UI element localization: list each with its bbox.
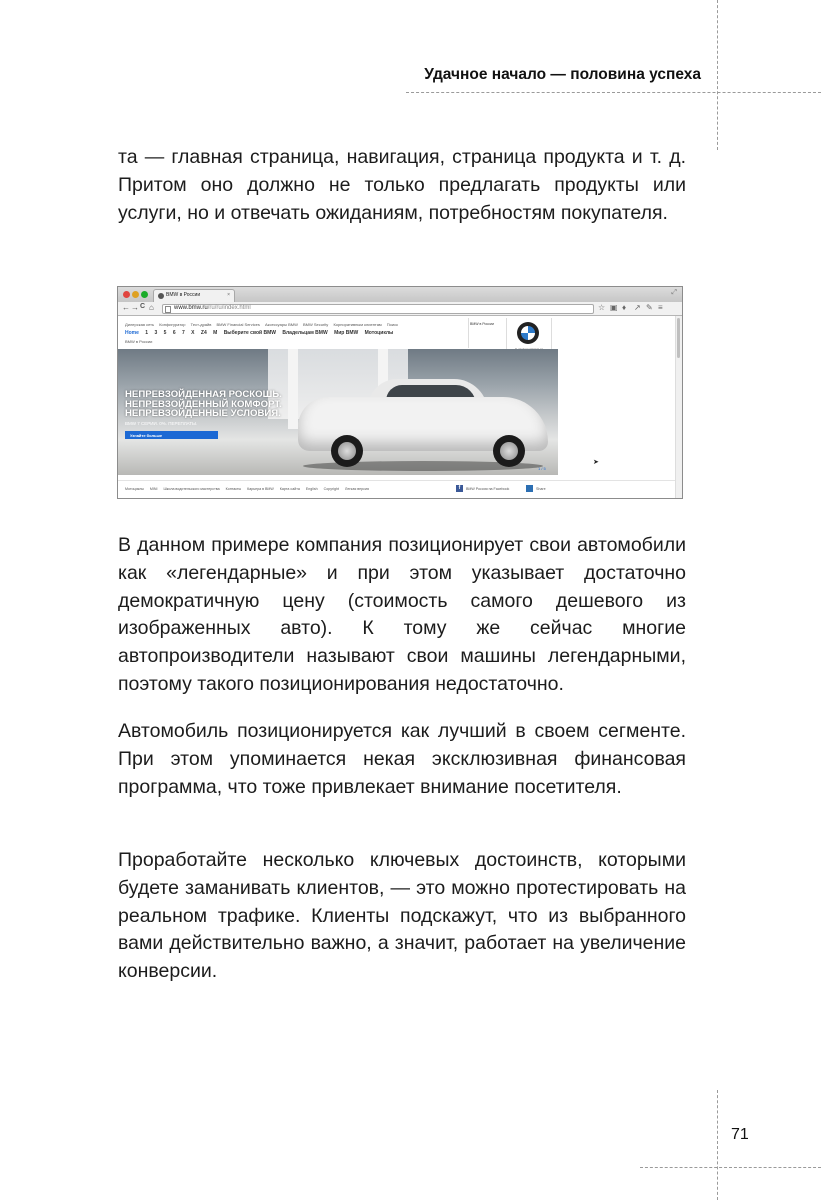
share-link: Share <box>536 487 546 491</box>
page-number: 71 <box>731 1126 749 1143</box>
tab-title: BMW в России <box>166 292 201 298</box>
top-link: Тест-драйв <box>190 322 212 327</box>
home-icon: ⌂ <box>149 303 154 312</box>
footer-link: Карьера в BMW <box>247 487 274 491</box>
site-breadcrumb: BMW в России <box>125 339 153 344</box>
extension-icon: ▣ <box>610 303 618 312</box>
back-icon: ← <box>122 303 130 312</box>
site-main-nav <box>125 330 398 336</box>
paragraph-1: та — главная страница, навигация, страница продукта и т. д. Притом оно должно не только предлагать продукты или услуги, но и отвечать ожиданиям, потребностям покупателя. <box>118 146 686 224</box>
footer-links <box>125 487 374 491</box>
minimize-window-icon <box>132 291 139 298</box>
running-header: Удачное начало — половина успеха <box>424 66 701 83</box>
bmw-website-screenshot <box>117 286 683 499</box>
fullscreen-icon: ⤢ <box>671 289 677 296</box>
footer-link: Мотоциклы <box>125 487 144 491</box>
nav-series: M <box>213 330 218 336</box>
browser-toolbar <box>118 302 682 316</box>
zoom-window-icon <box>141 291 148 298</box>
hero-banner <box>118 349 558 475</box>
favicon-icon <box>158 293 164 299</box>
nav-motorcycles: Мотоциклы <box>364 330 394 336</box>
footer-link: English <box>305 487 318 491</box>
top-link: BMW Security <box>302 322 329 327</box>
mouse-cursor-icon: ➤ <box>593 459 599 466</box>
site-top-links <box>125 322 402 327</box>
nav-series: Z4 <box>200 330 207 336</box>
paragraph-4: Проработайте несколько ключевых достоинств, которыми будете заманивать клиентов, — это можно протестировать на реальном трафике. Клиенты подскажут, что из выбранного вами действительно важно, а значит, работает на увеличение конверсии. <box>118 849 686 983</box>
wrench-icon: ✎ <box>646 303 653 312</box>
slide-indicator: 1 / 5 <box>538 466 546 471</box>
close-window-icon <box>123 291 130 298</box>
side-region-label: BMW в России <box>470 322 494 326</box>
nav-series: 5 <box>163 330 167 336</box>
bmw-logo-icon <box>517 322 539 344</box>
footer-link: Контакты <box>225 487 242 491</box>
bookmark-star-icon: ☆ <box>598 303 606 312</box>
nav-choose: Выберите свой BMW <box>223 330 276 336</box>
page-icon <box>165 306 171 313</box>
website-viewport <box>118 316 676 498</box>
nav-series: 1 <box>145 330 149 336</box>
extension-2-icon: ♦ <box>622 303 627 312</box>
nav-series: X <box>191 330 195 336</box>
footer-link: Легкая версия <box>345 487 369 491</box>
browser-tab-bar <box>118 287 682 302</box>
forward-icon: → <box>131 303 139 312</box>
bottom-crop-line <box>640 1167 821 1168</box>
top-crop-mark <box>717 0 718 150</box>
learn-more-button: Узнайте больше <box>125 431 218 439</box>
top-link: Аксессуары BMW <box>264 322 298 327</box>
tab-close-icon: × <box>227 292 230 298</box>
menu-icon: ≡ <box>658 303 663 312</box>
footer-link: Школа водительского мастерства <box>163 487 220 491</box>
car-wheel <box>331 435 363 467</box>
top-link: Поиск <box>386 322 398 327</box>
top-link: Конфигуратор <box>159 322 186 327</box>
extension-3-icon: ↗ <box>634 303 641 312</box>
url-text: www.bmw.ru/ru/ru/index.html <box>174 305 251 311</box>
nav-series: 3 <box>154 330 158 336</box>
nav-series: 7 <box>181 330 185 336</box>
scroll-thumb <box>677 318 680 358</box>
hero-pillar <box>288 349 298 429</box>
top-crop-line <box>406 92 821 93</box>
footer-link: Copyright <box>323 487 340 491</box>
address-bar <box>162 304 594 314</box>
share-icon <box>526 485 533 492</box>
bottom-crop-mark <box>717 1090 718 1200</box>
paragraph-2: В данном примере компания позиционирует свои автомобили как «легендарные» и при этом указывает достаточно демократичную цену (стоимость самого дешевого из изображенных авто). К тому же сейчас многие автопроизводители называют свои машины легендарными, поэтому такого позиционирования недостаточно. <box>118 534 686 695</box>
paragraph-3: Автомобиль позиционируется как лучший в своем сегменте. При этом упоминается некая эксклюзивная финансовая программа, что тоже привлекает внимание посетителя. <box>118 720 686 798</box>
browser-tab <box>153 289 235 303</box>
footer-link: Карта сайта <box>279 487 300 491</box>
hero-subhead: BMW 7 СЕРИИ. 0%. ПЕРЕПЛАТЫ. <box>125 421 198 426</box>
page-scrollbar <box>675 316 682 498</box>
nav-home: Home <box>125 330 139 336</box>
footer-link: MINI <box>149 487 158 491</box>
top-link: Корпоративным клиентам <box>333 322 382 327</box>
facebook-icon: f <box>456 485 463 492</box>
nav-owners: Владельцам BMW <box>282 330 328 336</box>
top-link: Дилерская сеть <box>125 322 155 327</box>
car-wheel <box>493 435 525 467</box>
header-divider <box>468 318 469 348</box>
top-link: BMW Financial Services <box>216 322 260 327</box>
reload-icon: C <box>140 303 146 310</box>
site-footer <box>118 480 676 499</box>
nav-series: 6 <box>172 330 176 336</box>
facebook-link: BMW Россия на Facebook <box>466 487 510 491</box>
hero-headline: НЕПРЕВЗОЙДЕННАЯ РОСКОШЬ. НЕПРЕВЗОЙДЕННЫЙ КОМФОРТ. НЕПРЕВЗОЙДЕННЫЕ УСЛОВИЯ. <box>125 389 282 419</box>
nav-world: Мир BMW <box>334 330 359 336</box>
